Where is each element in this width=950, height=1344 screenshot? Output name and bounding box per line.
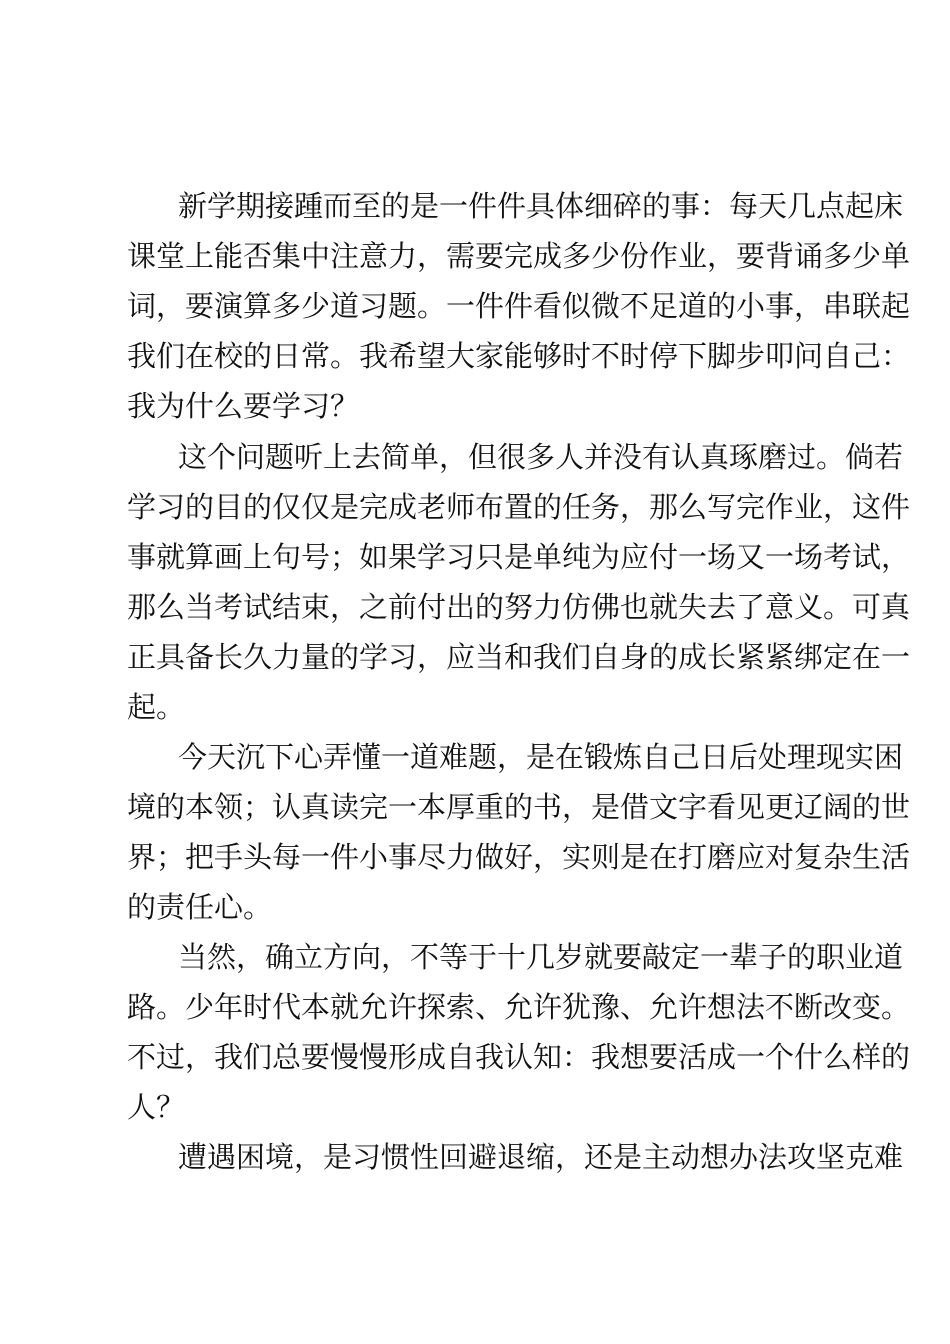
- text-line: 我们在校的日常。我希望大家能够时不时停下脚步叩问自己：: [127, 339, 911, 373]
- text-line: 不过，我们总要慢慢形成自我认知：我想要活成一个什么样的: [127, 1040, 911, 1074]
- text-line: 人？: [127, 1090, 186, 1124]
- text-line: 新学期接踵而至的是一件件具体细碎的事：每天几点起床: [178, 189, 904, 223]
- text-line: 学习的目的仅仅是完成老师布置的任务，那么写完作业，这件: [127, 490, 911, 524]
- text-line: 那么当考试结束，之前付出的努力仿佛也就失去了意义。可真: [127, 590, 911, 624]
- text-line: 遭遇困境，是习惯性回避退缩，还是主动想办法攻坚克难: [178, 1140, 904, 1174]
- text-line: 起。: [127, 690, 186, 724]
- text-line: 路。少年时代本就允许探索、允许犹豫、允许想法不断改变。: [127, 990, 911, 1024]
- text-line: 我为什么要学习？: [127, 389, 360, 423]
- text-line: 境的本领；认真读完一本厚重的书，是借文字看见更辽阔的世: [127, 790, 911, 824]
- text-line: 这个问题听上去简单，但很多人并没有认真琢磨过。倘若: [178, 440, 904, 474]
- text-line: 词，要演算多少道习题。一件件看似微不足道的小事，串联起: [127, 289, 911, 323]
- text-line: 正具备长久力量的学习，应当和我们自身的成长紧紧绑定在一: [127, 640, 911, 674]
- text-line: 界；把手头每一件小事尽力做好，实则是在打磨应对复杂生活: [127, 840, 911, 874]
- text-line: 今天沉下心弄懂一道难题，是在锻炼自己日后处理现实困: [178, 740, 904, 774]
- text-line: 当然，确立方向，不等于十几岁就要敲定一辈子的职业道: [178, 940, 904, 974]
- text-line: 事就算画上句号；如果学习只是单纯为应付一场又一场考试，: [127, 540, 911, 574]
- text-line: 的责任心。: [127, 890, 273, 924]
- text-line: 课堂上能否集中注意力，需要完成多少份作业，要背诵多少单: [127, 239, 911, 273]
